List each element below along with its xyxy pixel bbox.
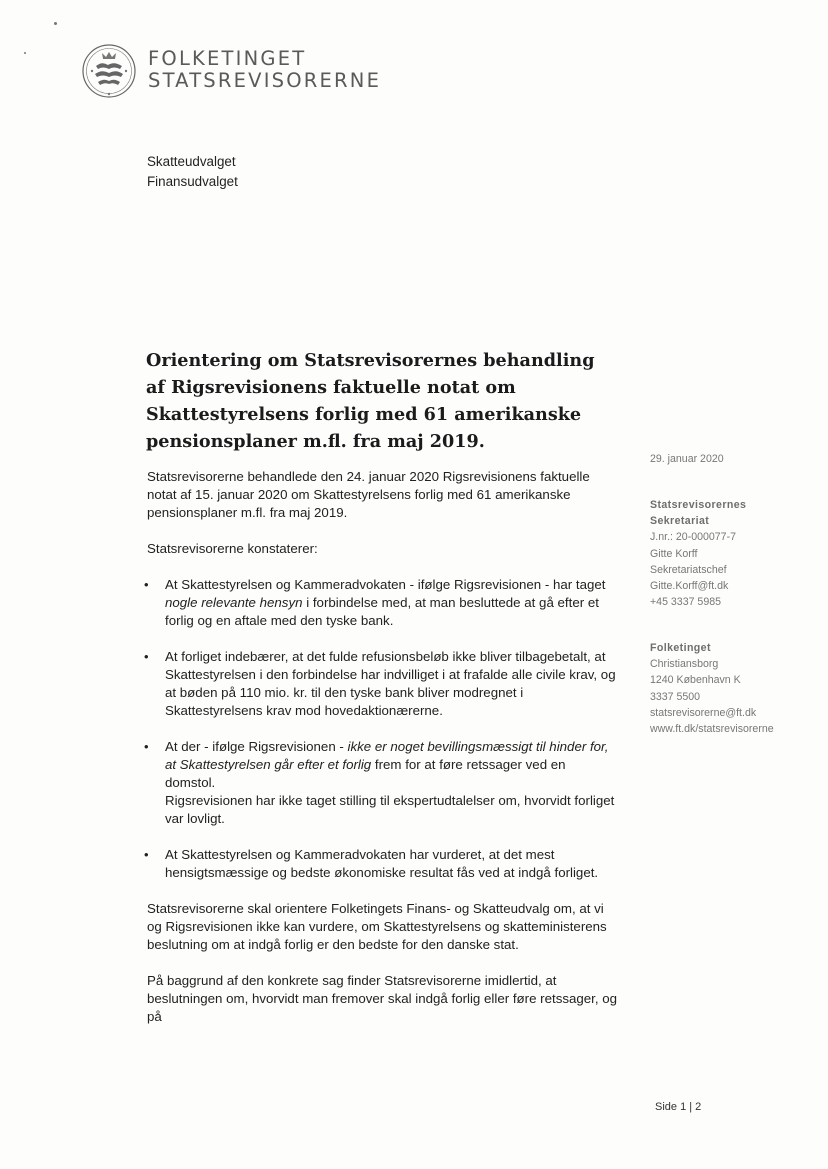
findings-lead: Statsrevisorerne konstaterer: [147,541,318,556]
finding-item [144,648,619,720]
scan-speck [24,52,26,54]
recipient-2: Finansudvalget [147,174,238,189]
org-line-2: STATSREVISORERNE [148,69,382,92]
address-line-2: 1240 København K [650,674,741,687]
letter-date: 29. januar 2020 [650,453,724,465]
contact-email: Gitte.Korff@ft.dk [650,580,729,593]
finding-item [144,738,619,828]
journal-number: J.nr.: 20-000077-7 [650,531,736,544]
contact-name: Gitte Korff [650,547,698,560]
finding-emphasis: nogle relevante hensyn [165,595,303,610]
findings-list [144,576,619,882]
folketinget-seal-logo [82,42,136,100]
address-email: statsrevisorerne@ft.dk [650,706,757,719]
contact-phone: +45 3337 5985 [650,596,721,609]
secretariat-name-2: Sekretariat [650,515,710,528]
finding-text: i forbindelse med, at man besluttede at gå efter et forlig og en aftale med den tyske bank. [165,595,599,628]
continuation-paragraph: På baggrund af den konkrete sag finder Statsrevisorerne imidlertid, at beslutningen om, hvorvidt man fremover skal indgå forlig eller føre retssager, og på [147,973,618,1024]
bullet-icon: • [144,847,149,862]
bullet-icon: • [144,577,149,592]
document-title: Orientering om Statsrevisorernes behandling af Rigsrevisionens faktuelle notat om Skattestyrelsens forlig med 61 amerikanske pensionsplaner m.fl. fra maj 2019. [146,350,595,452]
address-block [650,640,774,737]
finding-item [144,576,619,630]
conclusion-paragraph: Statsrevisorerne skal orientere Folketingets Finans- og Skatteudvalg om, at vi og Rigsrevisionen ikke kan vurdere, om Skattestyrelsens og skatteministerens beslutning om at indgå forlig er den bedste for den danske stat. [147,901,607,952]
bullet-icon: • [144,739,149,754]
finding-subnote: Rigsrevisionen har ikke taget stilling til ekspertudtalelser om, hvorvidt forliget var lovligt. [165,793,615,826]
letter-body [144,468,619,1026]
page-number: Side 1 | 2 [655,1101,702,1113]
address-line-1: Christiansborg [650,658,719,671]
organisation-name [148,48,381,92]
recipients [147,152,238,192]
finding-text: At der - ifølge Rigsrevisionen - [165,739,344,754]
org-line-1: FOLKETINGET [148,47,307,70]
finding-text: At Skattestyrelsen og Kammeradvokaten - ifølge Rigsrevisionen - har taget [165,577,606,592]
address-org: Folketinget [650,642,711,654]
contact-title: Sekretariatschef [650,563,727,576]
finding-text: At Skattestyrelsen og Kammeradvokaten har vurderet, at det mest hensigtsmæssige og bedste økonomiske resultat fås ved at indgå forliget. [165,847,599,880]
finding-text: At forliget indebærer, at det fulde refusionsbeløb ikke bliver tilbagebetalt, at Skattestyrelsen i den forbindelse har indvilliget i at frafalde alle civile krav, og at bøden på 110 mio. kr. til den tyske bank bliver modregnet i Skattestyrelsens krav mod hovedaktionærerne. [165,649,616,718]
intro-paragraph: Statsrevisorerne behandlede den 24. januar 2020 Rigsrevisionens faktuelle notat af 15. januar 2020 om Skattestyrelsens forlig med 61 amerikanske pensionsplaner m.fl. fra maj 2019. [147,469,590,520]
finding-emphasis: ikke er noget bevillingsmæssigt til hinder for, at Skattestyrelsen går efter et forlig [165,739,609,772]
address-phone: 3337 5500 [650,690,701,703]
secretariat-name: Statsrevisorernes [650,499,747,511]
secretariat-block [650,497,746,610]
scan-speck [54,22,57,25]
finding-item [144,846,619,882]
bullet-icon: • [144,649,149,664]
finding-text: frem for at føre retssager ved en domstol. [165,757,566,790]
address-web: www.ft.dk/statsrevisorerne [650,723,774,736]
recipient-1: Skatteudvalget [147,154,236,169]
